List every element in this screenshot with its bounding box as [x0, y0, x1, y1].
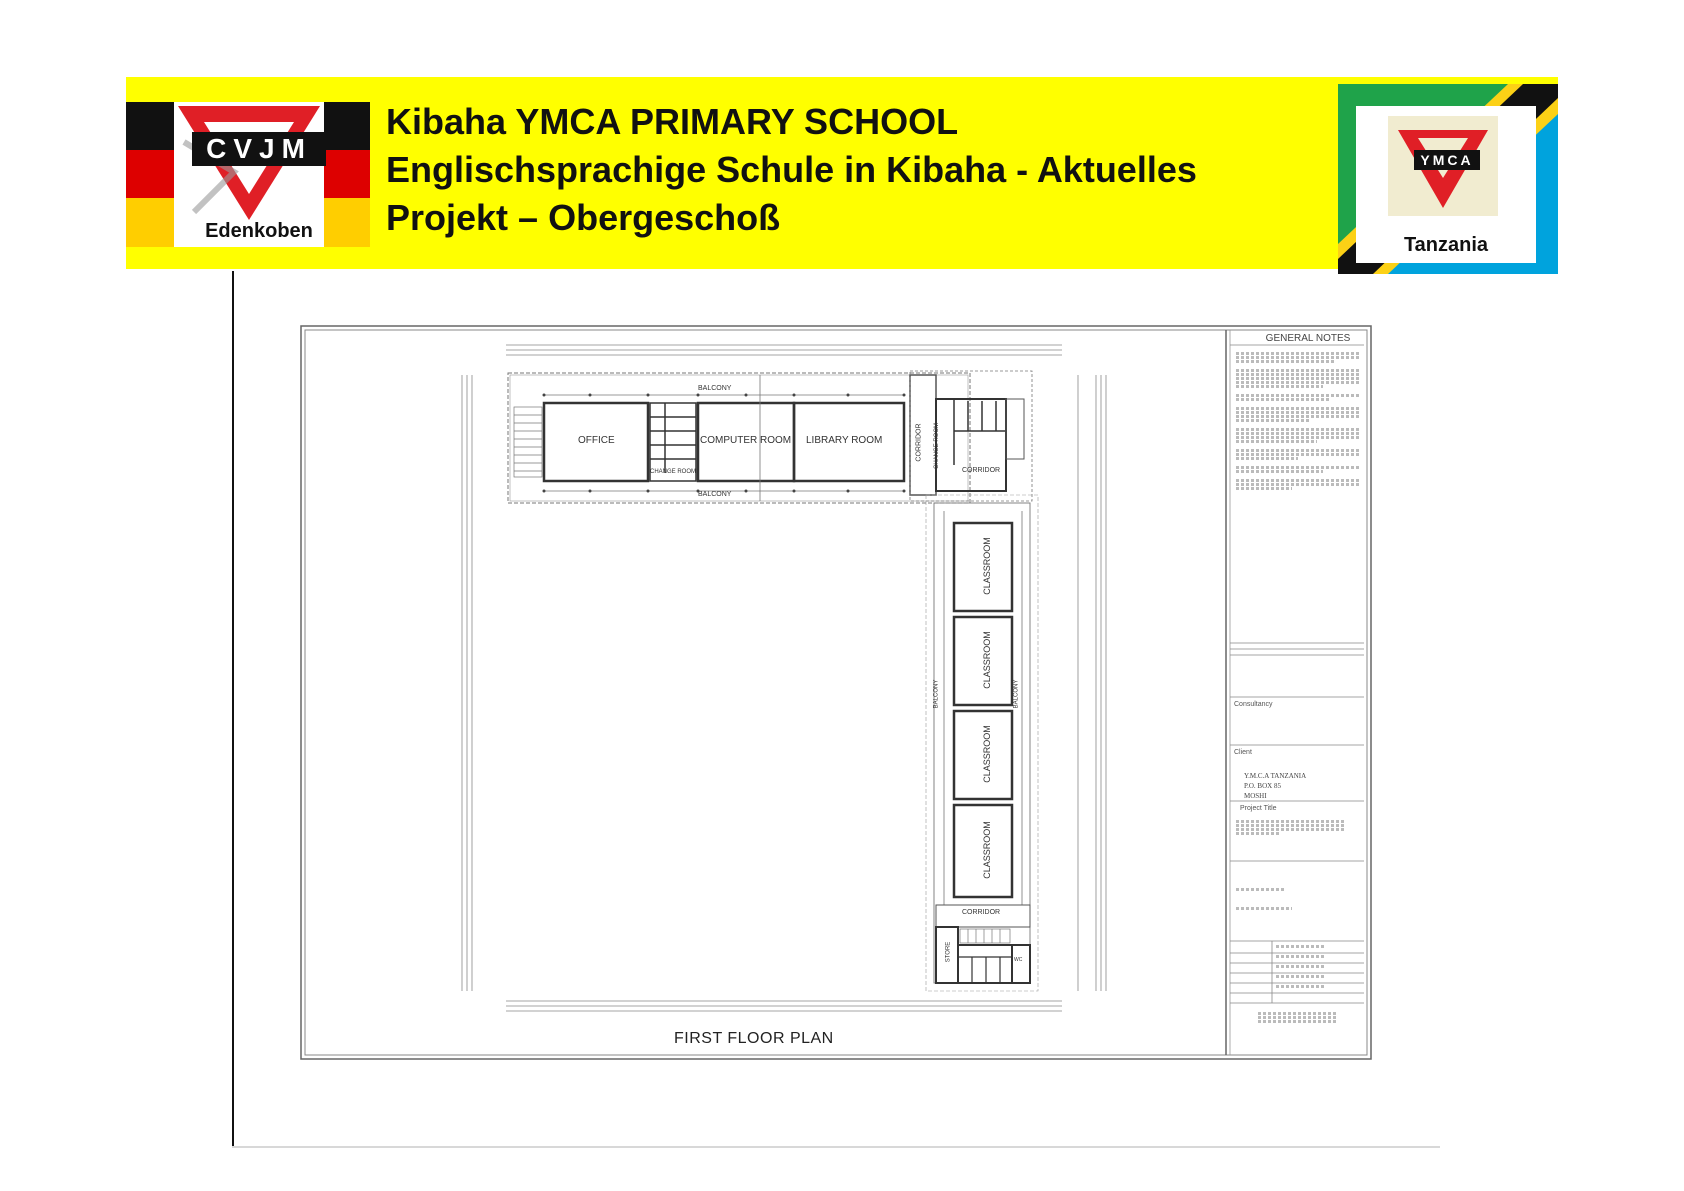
project-title-label: Project Title: [1240, 805, 1277, 812]
balcony-right-label: BALCONY: [1013, 679, 1020, 709]
title-line-1: Kibaha YMCA PRIMARY SCHOOL: [386, 101, 959, 142]
balcony-bottom-label: BALCONY: [698, 491, 732, 498]
corridor-top-label: CORRIDOR: [962, 467, 1001, 474]
balcony-top-label: BALCONY: [698, 385, 732, 392]
scan-bottom-edge: [232, 1146, 1440, 1148]
copyright-note: [1258, 1011, 1338, 1024]
corridor-vertical-label: CORRIDOR: [915, 423, 923, 462]
ymca-tanzania-logo: [1338, 84, 1558, 274]
classroom-2-label: CLASSROOM: [981, 631, 992, 689]
classroom-1-label: CLASSROOM: [981, 537, 992, 595]
scan-left-edge: [232, 271, 234, 1147]
drawing-info-table: [1276, 944, 1326, 989]
drawing-description-text: [1236, 887, 1316, 911]
ymca-logo-card: [1356, 106, 1536, 263]
title-line-3: Projekt – Obergeschoß: [386, 197, 781, 238]
client-line-1: Y.M.C.A TANZANIA: [1244, 772, 1307, 780]
cvjm-edenkoben-logo: [126, 102, 370, 247]
tanzania-caption: Tanzania: [1403, 234, 1489, 256]
project-title-text: [1236, 819, 1346, 836]
general-notes-text: [1236, 351, 1360, 491]
room-computer-label: COMPUTER ROOM: [700, 435, 792, 446]
client-line-2: P.O. BOX 85: [1244, 782, 1281, 790]
page-title: [386, 98, 1336, 242]
room-office-label: OFFICE: [578, 435, 615, 446]
store-label: STORE: [945, 941, 952, 963]
room-library-label: LIBRARY ROOM: [806, 435, 883, 446]
edenkoben-caption: Edenkoben: [205, 220, 313, 242]
title-line-2: Englischsprachige Schule in Kibaha - Aktuelles: [386, 149, 1197, 190]
wc-label: WC: [1014, 957, 1023, 963]
client-line-3: MOSHI: [1244, 792, 1267, 800]
classroom-3-label: CLASSROOM: [981, 725, 992, 783]
general-notes-heading: GENERAL NOTES: [1265, 333, 1351, 344]
classroom-4-label: CLASSROOM: [981, 821, 992, 879]
balcony-left-label: BALCONY: [933, 679, 940, 709]
floor-plan-sheet: [300, 325, 1372, 1061]
cvjm-wordmark: CVJM: [192, 132, 326, 166]
floor-plan-title: FIRST FLOOR PLAN: [674, 1030, 834, 1047]
client-address: [1244, 771, 1306, 801]
client-label: Client: [1234, 749, 1252, 756]
change-room-label: CHANGE ROOM: [650, 469, 697, 475]
ymca-wordmark: YMCA: [1414, 150, 1480, 170]
corridor-bottom-label: CORRIDOR: [962, 909, 1001, 916]
consultancy-label: Consultancy: [1234, 701, 1273, 708]
change-room-right-label: CHANGE ROOM: [934, 422, 941, 470]
